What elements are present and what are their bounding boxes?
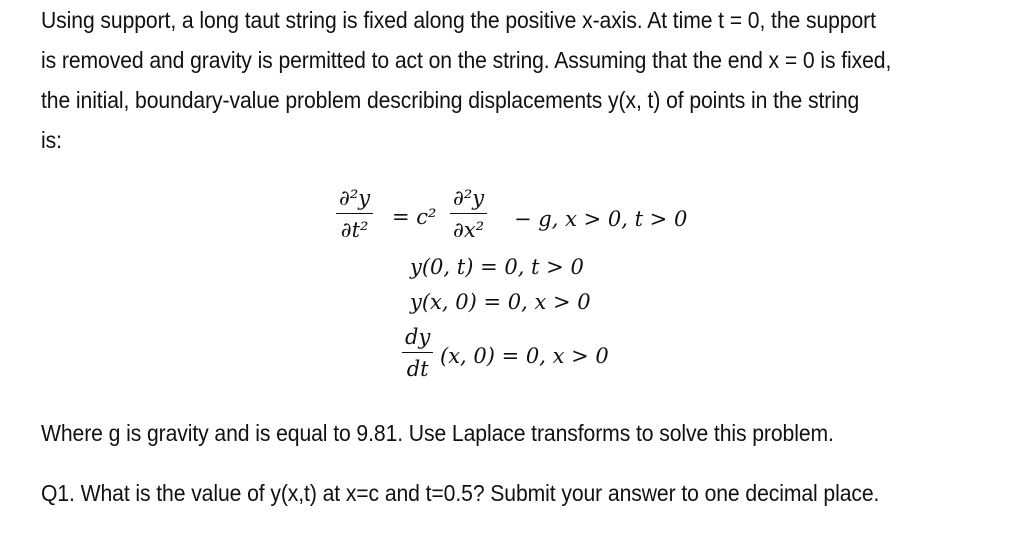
question-1-text: Q1. What is the value of y(x,t) at x=c and t=0.5? Submit your answer to one decimal place. (41, 480, 880, 506)
problem-line-4: is: (41, 127, 62, 153)
pde-rhs-denominator: ∂x² (453, 218, 485, 243)
problem-line-1: Using support, a long taut string is fixed along the positive x-axis. At time t = 0, the support (41, 7, 876, 33)
fraction-bar (402, 352, 433, 353)
boundary-condition: y(0, t) = 0, t > 0 (410, 255, 584, 279)
pde-lhs-fraction (336, 186, 373, 242)
initial-condition-1: y(x, 0) = 0, x > 0 (410, 290, 591, 314)
pde-lhs-denominator: ∂t² (340, 218, 369, 243)
question-1 (41, 473, 910, 513)
pde-rhs-numerator: ∂²y (453, 186, 485, 210)
ic2-fraction (402, 325, 433, 381)
initial-condition-2-tail: (x, 0) = 0, x > 0 (440, 344, 609, 368)
problem-line-2: is removed and gravity is permitted to act on the string. Assuming that the end x = 0 is fixed, (41, 47, 892, 73)
pde-equals-c-squared: = c² (392, 205, 437, 229)
fraction-bar (336, 213, 373, 214)
gravity-note (41, 413, 910, 453)
pde-rhs-fraction (450, 186, 487, 242)
problem-line-3: the initial, boundary-value problem describing displacements y(x, t) of points in the string (41, 87, 860, 113)
gravity-note-text: Where g is gravity and is equal to 9.81. Use Laplace transforms to solve this problem. (41, 420, 834, 446)
ic2-numerator: dy (405, 325, 431, 349)
pde-tail: − g, x > 0, t > 0 (514, 207, 688, 231)
ic2-denominator: dt (406, 357, 429, 382)
pde-lhs-numerator: ∂²y (339, 186, 371, 210)
fraction-bar (450, 213, 487, 214)
